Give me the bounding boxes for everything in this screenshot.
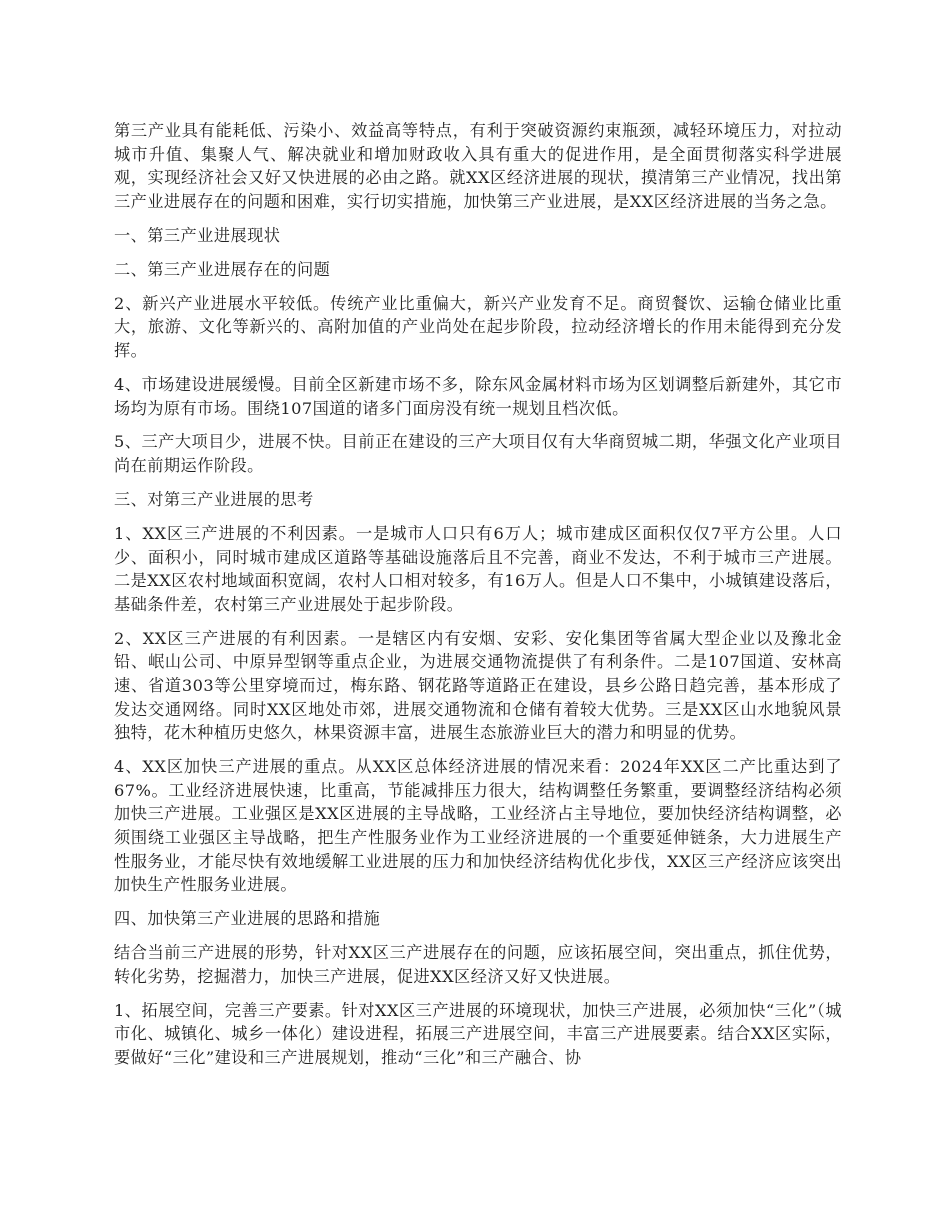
paragraph-emerging-industry: 2、新兴产业进展水平较低。传统产业比重偏大，新兴产业发育不足。商贸餐饮、运输仓储业比重大，旅游、文化等新兴的、高附加值的产业尚处在起步阶段，拉动经济增长的作用未能得到充分发挥。 bbox=[114, 293, 842, 360]
paragraph-market-construction: 4、市场建设进展缓慢。目前全区新建市场不多，除东风金属材料市场为区划调整后新建外，其它市场均为原有市场。围绕107国道的诸多门面房没有统一规划且档次低。 bbox=[114, 374, 842, 418]
paragraph-key-points: 4、XX区加快三产进展的重点。从XX区总体经济进展的情况来看：2024年XX区二产比重达到了67%。工业经济进展快速，比重高，节能减排压力很大，结构调整任务繁重，要调整经济结构必须加快三产进展。工业强区是XX区进展的主导战略，工业经济占主导地位，要加快经济结构调整，必须围绕工业强区主导战略，把生产性服务业作为工业经济进展的一个重要延伸链条，大力进展生产性服务业，才能尽快有效地缓解工业进展的压力和加快经济结构优化步伐，XX区三产经济应该突出加快生产性服务业进展。 bbox=[114, 757, 842, 895]
paragraph-unfavorable-factors: 1、XX区三产进展的不利因素。一是城市人口只有6万人；城市建成区面积仅仅7平方公里。人口少、面积小，同时城市建成区道路等基础设施落后且不完善，商业不发达，不利于城市三产进展。二是XX区农村地域面积宽阔，农村人口相对较多，有16万人。但是人口不集中，小城镇建设落后，基础条件差，农村第三产业进展处于起步阶段。 bbox=[114, 524, 842, 614]
document-body bbox=[114, 119, 842, 1080]
paragraph-favorable-factors: 2、XX区三产进展的有利因素。一是辖区内有安烟、安彩、安化集团等省属大型企业以及豫北金铅、岷山公司、中原异型钢等重点企业，为进展交通物流提供了有利条件。二是107国道、安林高速、省道303等公里穿境而过，梅东路、钢花路等道路正在建设，县乡公路日趋完善，基本形成了发达交通网络。同时XX区地处市郊，进展交通物流和仓储有着较大优势。三是XX区山水地貌风景独特，花木种植历史悠久，林果资源丰富，进展生态旅游业巨大的潜力和明显的优势。 bbox=[114, 628, 842, 743]
heading-reflections: 三、对第三产业进展的思考 bbox=[114, 490, 314, 510]
intro-paragraph: 第三产业具有能耗低、污染小、效益高等特点，有利于突破资源约束瓶颈，减轻环境压力，对拉动城市升值、集聚人气、解决就业和增加财政收入具有重大的促进作用，是全面贯彻落实科学进展观，实现经济社会又好又快进展的必由之路。就XX区经济进展的现状，摸清第三产业情况，找出第三产业进展存在的问题和困难，实行切实措施，加快第三产业进展，是XX区经济进展的当务之急。 bbox=[114, 121, 842, 211]
heading-problems: 二、第三产业进展存在的问题 bbox=[114, 259, 331, 279]
paragraph-measures-intro: 结合当前三产进展的形势，针对XX区三产进展存在的问题，应该拓展空间，突出重点，抓住优势，转化劣势，挖掘潜力，加快三产进展，促进XX区经济又好又快进展。 bbox=[114, 943, 842, 986]
heading-status: 一、第三产业进展现状 bbox=[114, 225, 281, 245]
paragraph-expand-space: 1、拓展空间，完善三产要素。针对XX区三产进展的环境现状，加快三产进展，必须加快“三化”（城市化、城镇化、城乡一体化）建设进程，拓展三产进展空间，丰富三产进展要素。结合XX区实际，要做好“三化”建设和三产进展规划，推动“三化”和三产融合、协 bbox=[114, 1000, 842, 1067]
heading-measures: 四、加快第三产业进展的思路和措施 bbox=[114, 909, 381, 929]
paragraph-big-projects: 5、三产大项目少，进展不快。目前正在建设的三产大项目仅有大华商贸城二期，华强文化产业项目尚在前期运作阶段。 bbox=[114, 432, 842, 476]
